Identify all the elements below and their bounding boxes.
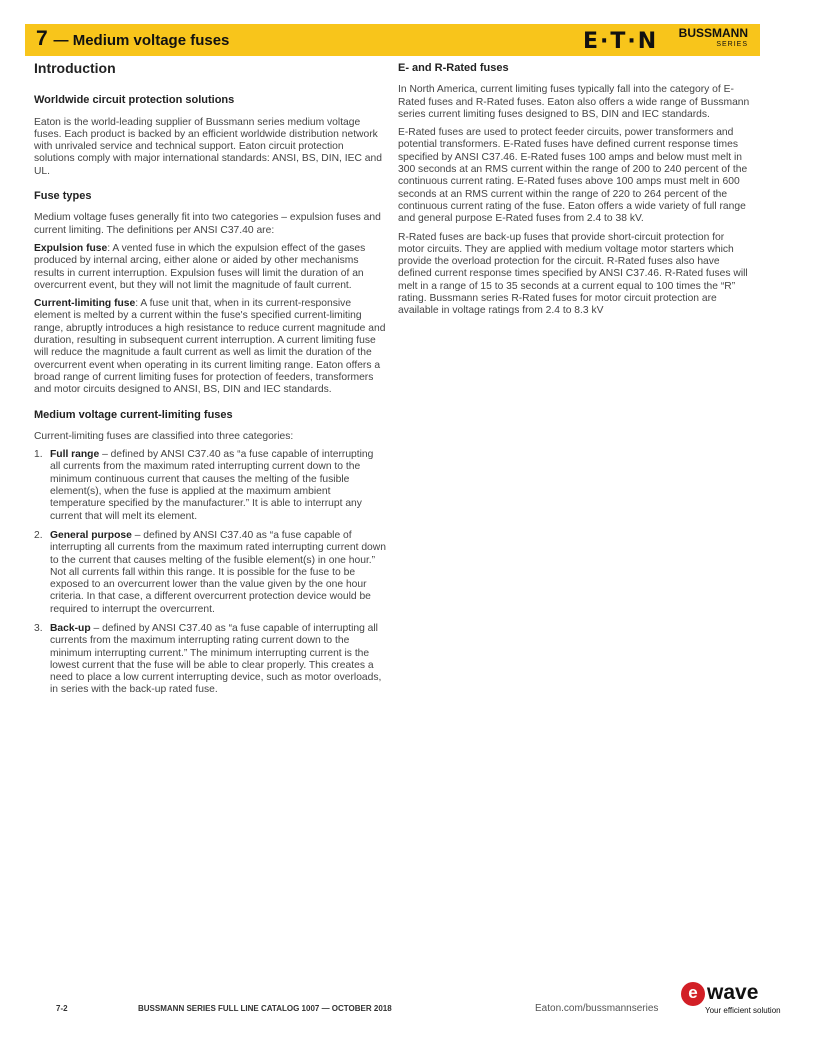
fuse-types-paragraph: Medium voltage fuses generally fit into two categories – expulsion fuses and current limiting. The definitions per ANSI C37.40 are: bbox=[34, 212, 381, 236]
ewave-logo bbox=[681, 982, 801, 1018]
current-limiting-term: Current-limiting fuse bbox=[34, 298, 136, 310]
chapter-title: — Medium voltage fuses bbox=[53, 32, 230, 49]
current-limiting-definition: : A fuse unit that, when in its current-responsive element is melted by a current within the fuse's specified current-limiting range, abruptly introduces a high resistance to reduce current magnitude and duration, resulting in subsequent current interruption. A current limiting fuse will reduce the magnitude a fault current as well as limit the duration of the overcurrent event when operating in its current limiting range. Eaton offers a broad range of current limiting fuses for protection of feeders, transformers and motor circuits designed to ANSI, BS, DIN and IEC standards. bbox=[34, 298, 386, 396]
bussmann-word: BUSSMANN bbox=[678, 26, 748, 40]
chapter-heading bbox=[36, 27, 229, 51]
list-item bbox=[34, 449, 386, 523]
expulsion-fuse-definition: : A vented fuse in which the expulsion effect of the gases produced by internal arcing, either alone or aided by other mechanisms results in current interruption. Expulsion fuses will limit the duration of an overcurrent event, but they will not limit the magnitude of fault current. bbox=[34, 242, 366, 291]
list-number: 1. bbox=[34, 449, 43, 461]
list-item bbox=[34, 623, 386, 697]
current-limiting-paragraph bbox=[34, 298, 386, 396]
list-text: – defined by ANSI C37.40 as “a fuse capable of interrupting all currents from the maximum rated interrupting current down to the current that causes melting of the fusible element(s) in one hour.” Not all currents fall within this range. It is possible for the fuse to be exposed to an overcurrent lower than the value given by the one hour criteria. In that case, a different overcurrent protection device would be required to interrupt the overcurrent. bbox=[50, 529, 386, 615]
e-r-rated-paragraph-1: In North America, current limiting fuses typically fall into the category of E-Rated fuses and R-Rated fuses. Eaton also offers a wide range of Bussmann series current limiting fuses designed to BS, DIN and IEC standards. bbox=[398, 84, 750, 120]
mv-current-limiting-intro: Current-limiting fuses are classified into three categories: bbox=[34, 430, 294, 442]
series-word: SERIES bbox=[716, 41, 748, 48]
expulsion-fuse-paragraph bbox=[34, 243, 386, 292]
e-r-rated-paragraph-3: R-Rated fuses are back-up fuses that provide short-circuit protection for motor circuits. They are applied with medium voltage motor starters which provide the overload protection for the circuit. R-Rated fuses also have defined current response times specified by ANSI C37.46. R-Rated fuses will melt in a range of 15 to 35 seconds at a current equal to 100 times the “R” rating. Bussmann series R-Rated fuses for motor circuit protection are available in voltage ratings from 2.4 to 8.3 kV bbox=[398, 231, 748, 317]
list-term: Back-up bbox=[50, 622, 91, 634]
e-r-rated-paragraph-2: E-Rated fuses are used to protect feeder circuits, power transformers and potential transformers. E-Rated fuses have defined current response times specified by ANSI C37.46. E-Rated fuses 100 amps and below must melt in 300 seconds at an RMS current within the range of 200 to 240 percent of the continuous current rating. E-Rated fuses above 100 amps must melt in 600 seconds at an RMS current within the range of 220 to 264 percent of the continuous current rating of the fuse. Eaton offers a wide variety of full range and general purpose E-Rated fuses from 2.4 to 38 kV. bbox=[398, 127, 748, 225]
bussmann-logo-text bbox=[679, 27, 748, 51]
list-term: General purpose bbox=[50, 529, 132, 541]
eaton-logo-text: E·T·N bbox=[583, 29, 659, 54]
worldwide-paragraph: Eaton is the world-leading supplier of Bussmann series medium voltage fuses. Each product is backed by an efficient worldwide distribution network with unrivaled service and technical support. Eaton circuit protection solutions comply with major international standards: ANSI, BS, DIN, IEC and UL. bbox=[34, 116, 382, 177]
right-column bbox=[398, 62, 750, 324]
chapter-header-bar bbox=[25, 24, 760, 56]
left-column bbox=[34, 62, 386, 704]
list-text: – defined by ANSI C37.40 as “a fuse capable of interrupting all currents from the maximum interrupting rating current down to the minimum interrupting current.” The minimum interrupting current is the lowest current that the fuse will be able to clear properly. This creates a need to place a low current interrupting device, such as motor overloads, in series with the back-up rated fuse. bbox=[50, 622, 382, 696]
list-number: 2. bbox=[34, 529, 43, 541]
ewave-e-icon: e bbox=[681, 982, 705, 1006]
website-link[interactable]: Eaton.com/bussmannseries bbox=[535, 1003, 659, 1014]
catalog-title: BUSSMANN SERIES FULL LINE CATALOG 1007 — OCTOBER 2018 bbox=[138, 1004, 392, 1013]
mv-current-limiting-heading: Medium voltage current-limiting fuses bbox=[34, 408, 233, 421]
eaton-bussmann-logo bbox=[583, 26, 748, 54]
list-number: 3. bbox=[34, 622, 43, 634]
list-term: Full range bbox=[50, 449, 100, 461]
ewave-tagline: Your efficient solution bbox=[705, 1006, 781, 1015]
e-r-rated-heading: E- and R-Rated fuses bbox=[398, 62, 509, 74]
list-text: – defined by ANSI C37.40 as “a fuse capable of interrupting all currents from the maximum rated interrupting current down to the minimum continuous current that causes the melting of the fusible element(s), when the fuse is applied at the maximum ambient temperature specified by the manufacturer.” It is able to interrupt any current that will melt its element. bbox=[50, 449, 374, 522]
ewave-word: wave bbox=[707, 981, 759, 1004]
list-item bbox=[34, 530, 386, 616]
chapter-number: 7 bbox=[36, 27, 48, 50]
fuse-category-list bbox=[34, 449, 386, 697]
page-number: 7-2 bbox=[56, 1004, 68, 1013]
introduction-heading: Introduction bbox=[34, 60, 116, 76]
expulsion-fuse-term: Expulsion fuse bbox=[34, 242, 108, 254]
fuse-types-heading: Fuse types bbox=[34, 190, 92, 203]
worldwide-heading: Worldwide circuit protection solutions bbox=[34, 94, 235, 107]
